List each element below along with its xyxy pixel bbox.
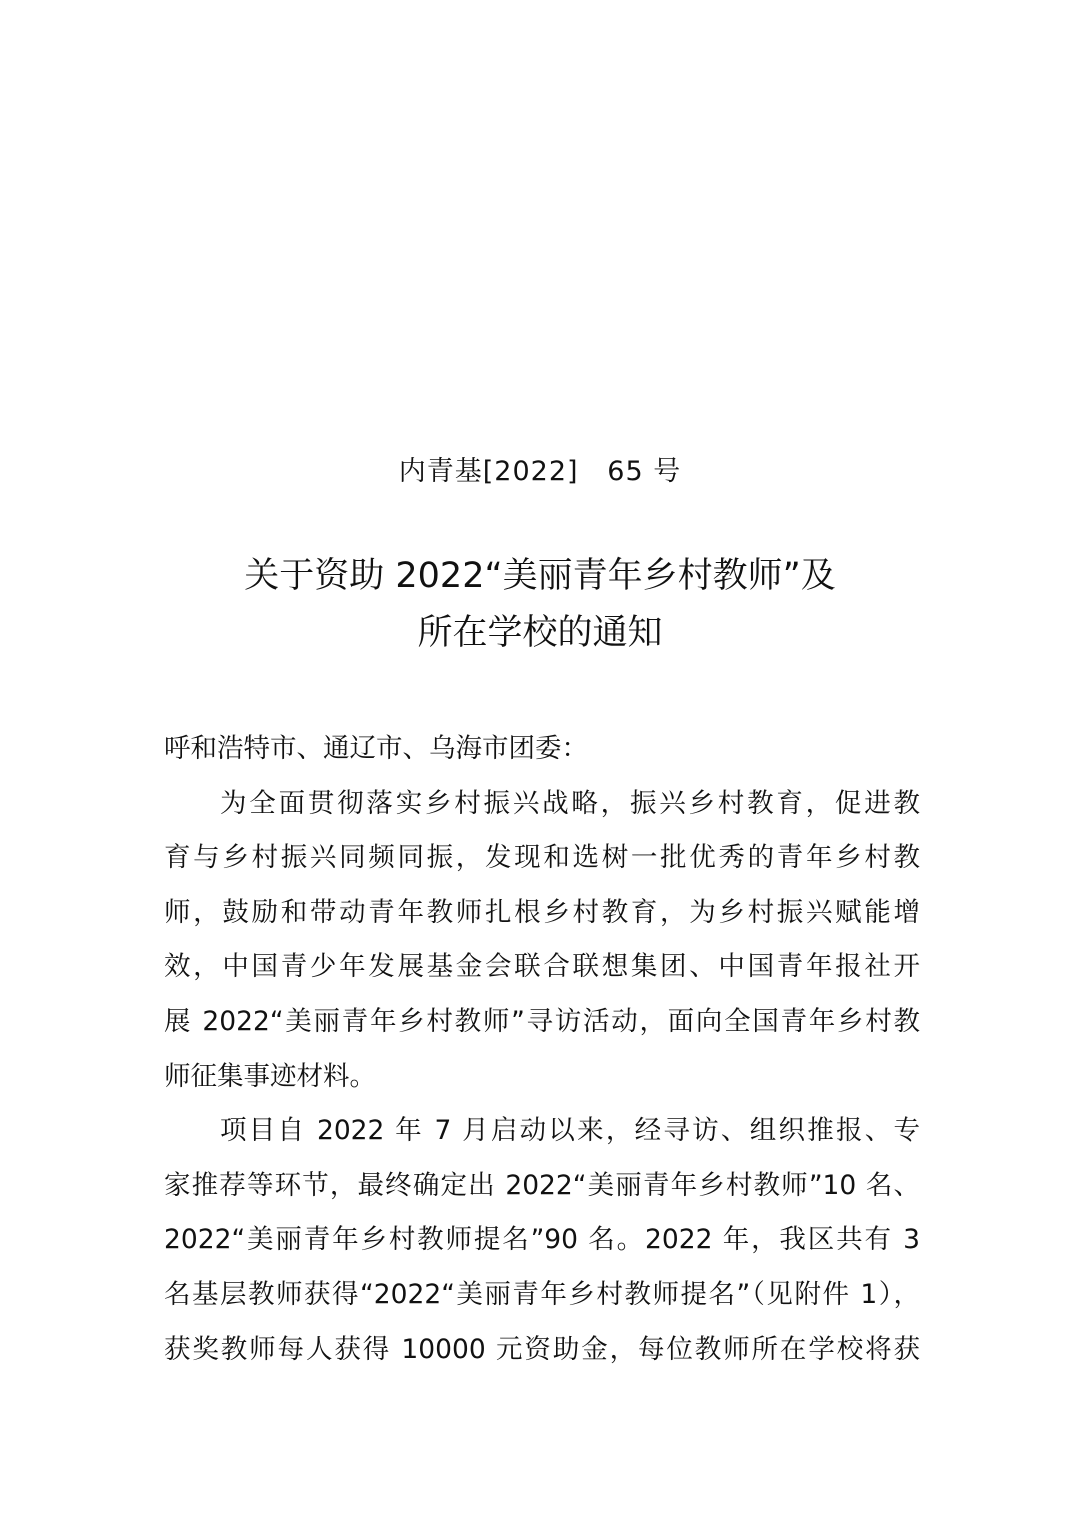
paragraph-line: 项目自 2022 年 7 月启动以来，经寻访、组织推报、专 <box>220 1115 920 1147</box>
title-line-1: 关于资助 2022“美丽青年乡村教师”及 <box>244 556 836 596</box>
paragraph-2 <box>164 1104 920 1377</box>
paragraph-line: 育与乡村振兴同频同振，发现和选树一批优秀的青年乡村教 <box>164 842 920 874</box>
paragraph-line: 展 2022“美丽青年乡村教师”寻访活动，面向全国青年乡村教 <box>164 1005 920 1037</box>
document-body <box>164 722 920 1377</box>
paragraph-line: 为全面贯彻落实乡村振兴战略，振兴乡村教育，促进教 <box>220 787 920 819</box>
paragraph-line: 效，中国青少年发展基金会联合联想集团、中国青年报社开 <box>164 951 920 983</box>
paragraph-1 <box>164 777 920 1105</box>
title-line-2: 所在学校的通知 <box>417 613 663 653</box>
paragraph-line: 2022“美丽青年乡村教师提名”90 名。2022 年，我区共有 3 <box>164 1224 920 1256</box>
paragraph-line: 师征集事迹材料。 <box>164 1060 376 1092</box>
paragraph-line: 获奖教师每人获得 10000 元资助金，每位教师所在学校将获 <box>164 1333 920 1365</box>
document-number: 内青基[2022] 65 号 <box>398 456 682 487</box>
salutation: 呼和浩特市、通辽市、乌海市团委： <box>164 733 588 764</box>
paragraph-line: 家推荐等环节，最终确定出 2022“美丽青年乡村教师”10 名、 <box>164 1169 920 1201</box>
document-title <box>0 548 1080 662</box>
paragraph-line: 师，鼓励和带动青年教师扎根乡村教育，为乡村振兴赋能增 <box>164 896 920 928</box>
paragraph-line: 名基层教师获得“2022“美丽青年乡村教师提名”（见附件 1）， <box>164 1278 920 1310</box>
